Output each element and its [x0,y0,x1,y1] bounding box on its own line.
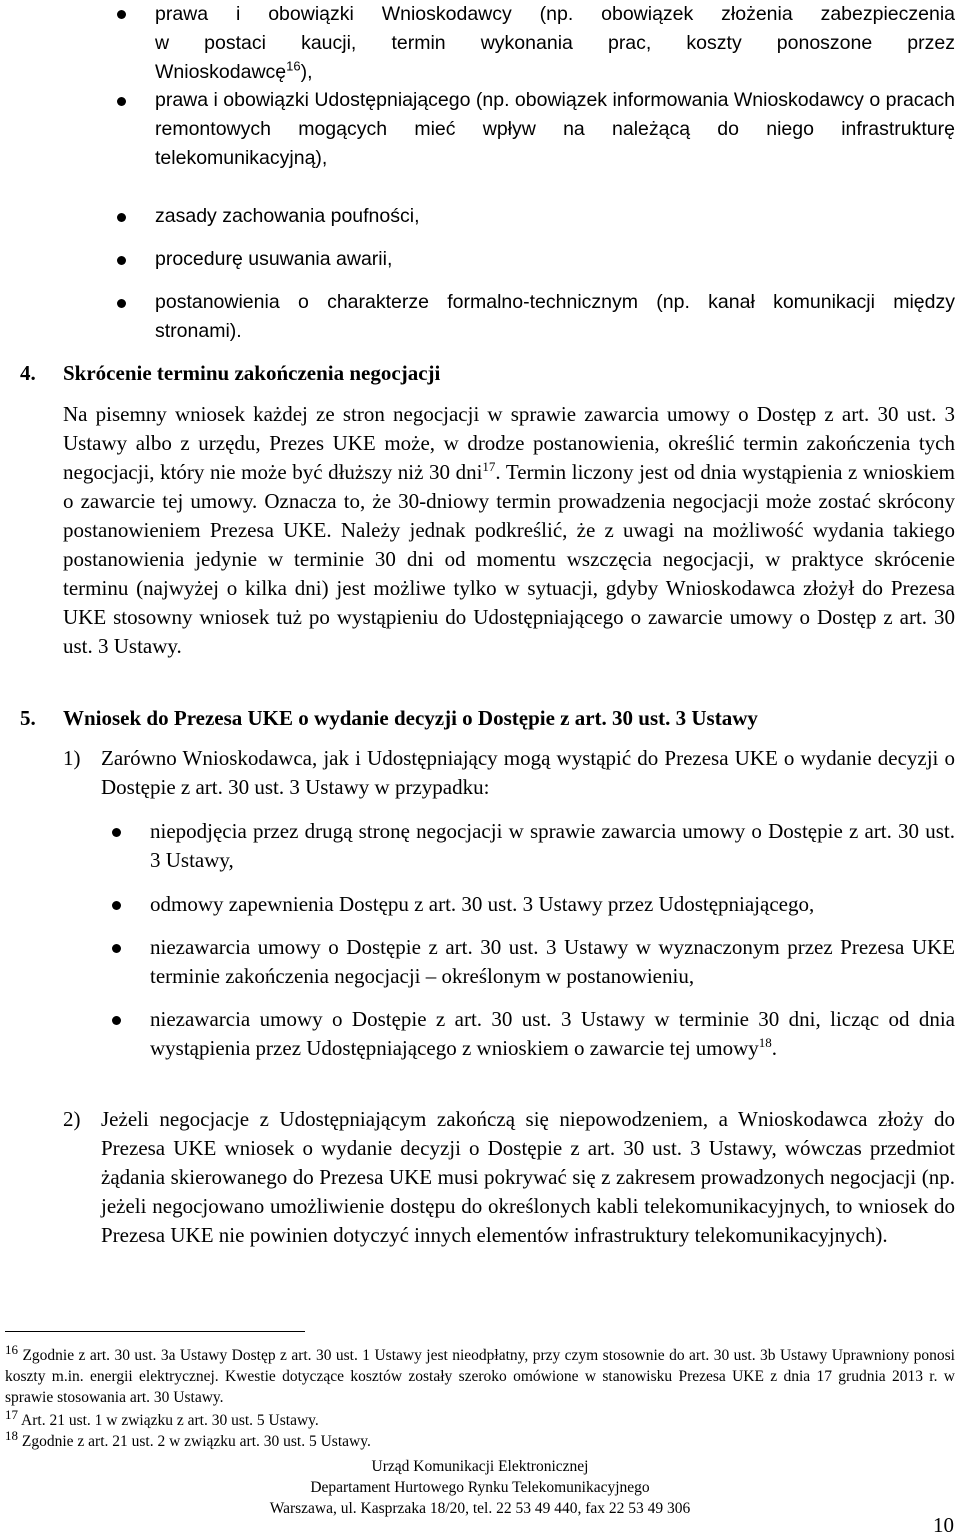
bullet-icon [117,10,126,19]
footnote-ref: 16 [286,58,301,74]
list-item: niepodjęcia przez drugą stronę negocjacji w sprawie zawarcia umowy o Dostępie z art. 30 ust. 3 Ustawy, [150,819,955,872]
numbered-item: Zarówno Wnioskodawca, jak i Udostępniający mogą wystąpić do Prezesa UKE o wydanie decyzji o Dostępie z art. 30 ust. 3 Ustawy w przypadku: [101,746,955,799]
section-number: 5. [20,706,36,730]
list-item: prawa i obowiązki Wnioskodawcy (np. obowiązek złożenia zabezpieczenia w postaci kaucji, termin wykonania prac, koszty ponoszone przez Wnioskodawcę$^{16}$), [155,3,955,83]
bullet-icon [117,299,126,308]
footnote: $^{18}$ Zgodnie z art. 21 ust. 2 w związku art. 30 ust. 5 Ustawy. [5,1427,371,1450]
footnote-separator [5,1331,305,1332]
footer-line: Urząd Komunikacji Elektronicznej [371,1458,589,1475]
footnote: $^{16}$ Zgodnie z art. 30 ust. 3a Ustawy Dostęp z art. 30 ust. 1 Ustawy jest nieodpłatny, przy czym stosownie do art. 30 ust. 3b Ustawy Uprawniony ponosi koszty m.in. energii elektrycznej. Kwestie dotyczące kosztów zostały szeroko omówione w stanowisku Prezesa UKE z dnia 17 grudnia 2013 r. w sprawie stosowania art. 30 Ustawy. [5,1341,955,1406]
paragraph: Na pisemny wniosek każdej ze stron negocjacji w sprawie zawarcia umowy o Dostęp z art. 30 ust. 3 Ustawy albo z urzędu, Prezes UKE może, w drodze postanowienia, określić termin zakończenia tych negocjacji, który nie może być dłuższy niż 30 dni$^{17}$. Termin liczony jest od dnia wystąpienia z wnioskiem o zawarcie tej umowy. Oznacza to, że 30-dniowy termin prowadzenia negocjacji może zostać skrócony postanowieniem Prezesa UKE. Należy jednak podkreślić, że z uwagi na możliwość wydania takiego postanowienia jedynie w terminie 30 dni od momentu wszczęcia negocjacji, w praktyce skrócenie terminu (najwyżej o kilka dni) jest możliwe tylko w sytuacji, gdyby Wnioskodawca złożył do Prezesa UKE stosowny wniosek tuż po wystąpieniu do Udostępniającego o zawarcie umowy o Dostęp z art. 30 ust. 3 Ustawy. [63,402,955,658]
list-number: 1) [63,746,81,770]
bullet-icon [112,944,121,953]
footnote-ref: 18 [758,1035,772,1050]
list-item: odmowy zapewnienia Dostępu z art. 30 ust. 3 Ustawy przez Udostępniającego, [150,892,815,916]
bullet-icon [112,828,121,837]
bullet-icon [117,213,126,222]
section-number: 4. [20,361,36,385]
footer-line: Warszawa, ul. Kasprzaka 18/20, tel. 22 53 49 440, fax 22 53 49 306 [269,1500,691,1517]
list-item: procedurę usuwania awarii, [155,248,393,270]
footer-line: Departament Hurtowego Rynku Telekomunikacyjnego [310,1479,650,1496]
list-item: prawa i obowiązki Udostępniającego (np. obowiązek informowania Wnioskodawcy o pracach remontowych mogących mieć wpływ na należącą do niego infrastrukturę telekomunikacyjną), [155,89,955,169]
footnote-ref: 17 [482,459,496,474]
list-number: 2) [63,1107,81,1131]
list-item: postanowienia o charakterze formalno-technicznym (np. kanał komunikacji między stronami). [155,291,955,342]
list-item: niezawarcia umowy o Dostępie z art. 30 ust. 3 Ustawy w terminie 30 dni, licząc od dnia wystąpienia przez Udostępniającego z wnioskiem o zawarcie tej umowy$^{18}$. [150,1007,955,1060]
bullet-icon [117,97,126,106]
list-item: zasady zachowania poufności, [155,205,420,227]
list-item: niezawarcia umowy o Dostępie z art. 30 ust. 3 Ustawy w wyznaczonym przez Prezesa UKE terminie zakończenia negocjacji – określonym w postanowieniu, [150,935,955,988]
bullet-icon [117,256,126,265]
section-heading: Skrócenie terminu zakończenia negocjacji [63,361,441,385]
bullet-icon [112,1016,121,1025]
section-heading: Wniosek do Prezesa UKE o wydanie decyzji o Dostępie z art. 30 ust. 3 Ustawy [63,706,758,730]
bullet-icon [112,901,121,910]
numbered-item: Jeżeli negocjacje z Udostępniającym zakończą się niepowodzeniem, a Wnioskodawca złoży do Prezesa UKE wniosek o wydanie decyzji o Dostępie z art. 30 ust. 3 Ustawy, wówczas przedmiot żądania skierowanego do Prezesa UKE musi pokrywać się z zakresem prowadzonych negocjacji (np. jeżeli negocjowano umożliwienie dostępu do określonych kabli telekomunikacyjnych, to wniosek do Prezesa UKE nie powinien dotyczyć innych elementów infrastruktury telekomunikacyjnych). [101,1107,955,1247]
page-number: 10 [933,1513,954,1537]
footnote: $^{17}$ Art. 21 ust. 1 w związku z art. 30 ust. 5 Ustawy. [5,1406,319,1429]
